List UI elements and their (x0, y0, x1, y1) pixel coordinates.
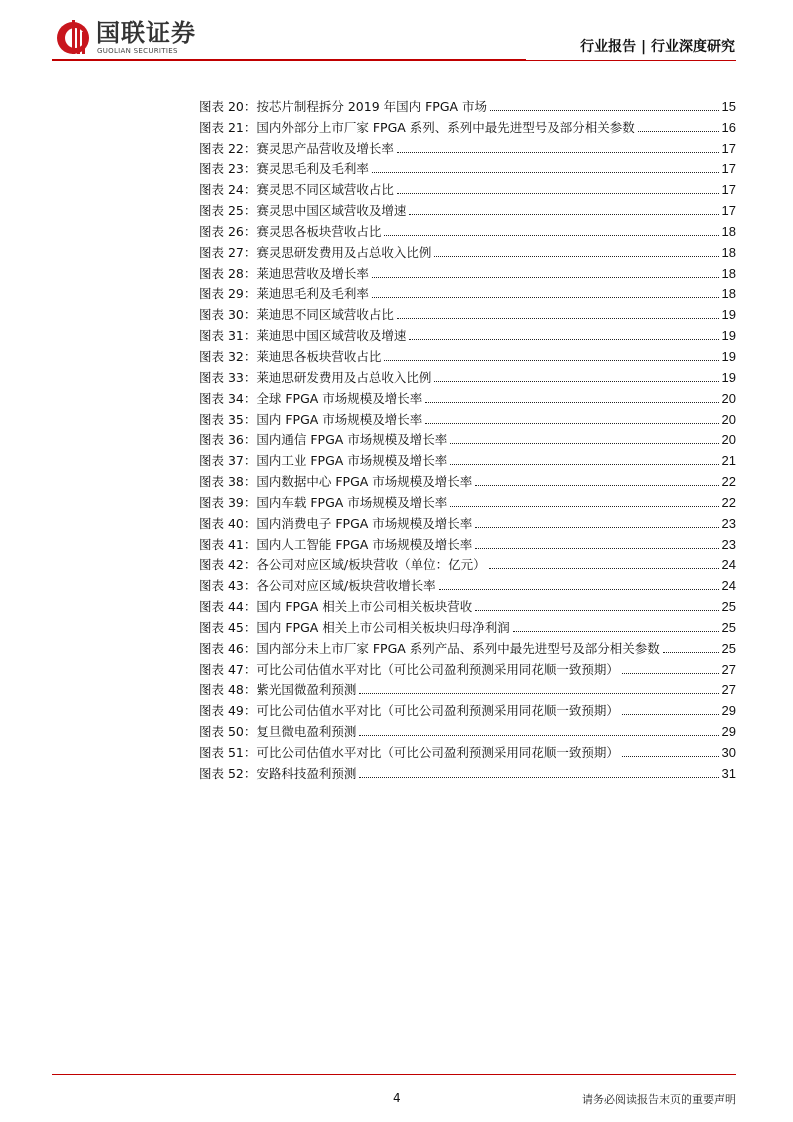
toc-entry-page: 27 (721, 682, 736, 698)
toc-entry-page: 25 (721, 619, 736, 635)
toc-leader-dots (450, 464, 718, 465)
toc-entry-page: 16 (721, 119, 736, 135)
page-number: 4 (393, 1091, 401, 1105)
toc-leader-dots (397, 152, 719, 153)
toc-entry-page: 25 (721, 640, 736, 656)
toc-entry[interactable] (199, 262, 736, 283)
toc-entry-page: 15 (721, 98, 736, 114)
toc-entry-label: 图表 35：国内 FPGA 市场规模及增长率 (199, 411, 423, 427)
toc-entry-page: 20 (721, 411, 736, 427)
toc-entry-label: 图表 32：莱迪思各板块营收占比 (199, 348, 382, 364)
toc-entry[interactable] (199, 554, 736, 575)
toc-leader-dots (425, 423, 718, 424)
toc-leader-dots (372, 172, 719, 173)
toc-entry-page: 20 (721, 390, 736, 406)
toc-entry-page: 24 (721, 557, 736, 573)
toc-entry-page: 22 (721, 474, 736, 490)
toc-entry[interactable] (199, 574, 736, 595)
header-divider-thin (526, 60, 736, 61)
toc-entry-page: 30 (721, 745, 736, 760)
toc-entry-label: 图表 47：可比公司估值水平对比（可比公司盈利预测采用同花顺一致预期） (199, 661, 619, 677)
toc-leader-dots (622, 673, 719, 674)
toc-entry-label: 图表 34：全球 FPGA 市场规模及增长率 (199, 390, 423, 406)
toc-entry-page: 18 (721, 286, 736, 302)
toc-entry-page: 29 (721, 724, 736, 740)
toc-entry-page: 21 (721, 453, 736, 469)
toc-entry-page: 18 (721, 244, 736, 260)
toc-entry-label: 图表 28：莱迪思营收及增长率 (199, 265, 369, 281)
toc-leader-dots (489, 568, 719, 569)
logo-mark-icon (56, 16, 90, 58)
toc-entry-label: 图表 26：赛灵思各板块营收占比 (199, 223, 382, 239)
toc-entry[interactable] (199, 137, 736, 158)
toc-leader-dots (397, 193, 719, 194)
toc-entry[interactable] (199, 720, 736, 741)
toc-leader-dots (450, 506, 718, 507)
toc-entry-label: 图表 33：莱迪思研发费用及占总收入比例 (199, 369, 432, 385)
toc-entry-page: 18 (721, 265, 736, 281)
toc-entry-label: 图表 46：国内部分未上市厂家 FPGA 系列产品、系列中最先进型号及部分相关参数 (199, 640, 660, 656)
toc-entry-label: 图表 36：国内通信 FPGA 市场规模及增长率 (199, 432, 448, 448)
toc-leader-dots (475, 548, 718, 549)
toc-entry-label: 图表 44：国内 FPGA 相关上市公司相关板块营收 (199, 599, 473, 615)
toc-entry-label: 图表 27：赛灵思研发费用及占总收入比例 (199, 244, 432, 260)
toc-entry-label: 图表 37：国内工业 FPGA 市场规模及增长率 (199, 453, 448, 469)
toc-entry-label: 图表 23：赛灵思毛利及毛利率 (199, 161, 369, 177)
toc-leader-dots (622, 756, 719, 757)
toc-entry[interactable] (199, 220, 736, 241)
toc-entry-page: 19 (721, 307, 736, 323)
toc-entry-page: 17 (721, 161, 736, 177)
toc-entry-page: 24 (721, 578, 736, 594)
toc-entry[interactable] (199, 366, 736, 387)
toc-leader-dots (359, 693, 718, 694)
toc-entry[interactable] (199, 595, 736, 616)
toc-entry[interactable] (199, 95, 736, 116)
toc-leader-dots (384, 235, 718, 236)
toc-entry[interactable] (199, 283, 736, 304)
toc-entry[interactable] (199, 512, 736, 533)
toc-leader-dots (439, 589, 719, 590)
toc-leader-dots (434, 256, 718, 257)
toc-entry[interactable] (199, 449, 736, 470)
toc-entry[interactable] (199, 345, 736, 366)
toc-entry[interactable] (199, 470, 736, 491)
toc-entry-page: 17 (721, 203, 736, 219)
toc-entry-label: 图表 21：国内外部分上市厂家 FPGA 系列、系列中最先进型号及部分相关参数 (199, 119, 635, 135)
toc-leader-dots (434, 381, 718, 382)
toc-entry[interactable] (199, 429, 736, 450)
toc-entry[interactable] (199, 241, 736, 262)
toc-entry-label: 图表 39：国内车载 FPGA 市场规模及增长率 (199, 494, 448, 510)
toc-leader-dots (384, 360, 718, 361)
toc-entry-label: 图表 50：复旦微电盈利预测 (199, 724, 357, 740)
toc-entry-page: 27 (721, 661, 736, 677)
toc-leader-dots (475, 485, 718, 486)
toc-entry-page: 17 (721, 182, 736, 198)
toc-entry[interactable] (199, 303, 736, 324)
toc-entry-label: 图表 49：可比公司估值水平对比（可比公司盈利预测采用同花顺一致预期） (199, 703, 619, 719)
toc-entry[interactable] (199, 158, 736, 179)
toc-entry[interactable] (199, 199, 736, 220)
toc-entry-label: 图表 30：莱迪思不同区域营收占比 (199, 307, 394, 323)
toc-leader-dots (359, 777, 718, 778)
footer-divider (52, 1074, 736, 1075)
toc-entry-label: 图表 31：莱迪思中国区域营收及增速 (199, 328, 407, 344)
toc-leader-dots (397, 318, 719, 319)
toc-leader-dots (450, 443, 718, 444)
toc-leader-dots (359, 735, 718, 736)
toc-leader-dots (475, 610, 718, 611)
toc-entry-label: 图表 42：各公司对应区域/板块营收（单位：亿元） (199, 557, 486, 573)
footer-disclaimer: 请务必阅读报告末页的重要声明 (582, 1093, 736, 1106)
toc-entry-label: 图表 40：国内消费电子 FPGA 市场规模及增长率 (199, 515, 473, 531)
toc-leader-dots (490, 110, 718, 111)
toc-leader-dots (409, 339, 718, 340)
table-of-figures (199, 95, 736, 783)
toc-entry-label: 图表 20：按芯片制程拆分 2019 年国内 FPGA 市场 (199, 98, 488, 114)
toc-entry-page: 17 (721, 140, 736, 156)
toc-entry-page: 19 (721, 369, 736, 385)
toc-leader-dots (475, 527, 718, 528)
toc-entry-label: 图表 24：赛灵思不同区域营收占比 (199, 182, 394, 198)
toc-entry[interactable] (199, 116, 736, 137)
toc-entry[interactable] (199, 699, 736, 720)
toc-leader-dots (663, 652, 719, 653)
report-type: 行业报告 | 行业深度研究 (580, 39, 735, 55)
toc-entry-label: 图表 45：国内 FPGA 相关上市公司相关板块归母净利润 (199, 619, 510, 635)
header-divider (52, 59, 526, 61)
toc-entry-page: 20 (721, 432, 736, 448)
toc-entry-label: 图表 48：紫光国微盈利预测 (199, 682, 357, 698)
toc-entry-label: 图表 38：国内数据中心 FPGA 市场规模及增长率 (199, 474, 473, 490)
toc-entry-page: 23 (721, 515, 736, 531)
toc-entry[interactable] (199, 616, 736, 637)
toc-entry[interactable] (199, 324, 736, 345)
toc-entry-page: 31 (721, 765, 736, 781)
toc-entry[interactable] (199, 408, 736, 429)
toc-entry-page: 18 (721, 223, 736, 239)
toc-leader-dots (372, 297, 719, 298)
logo-text-en: GUOLIAN SECURITIES (97, 47, 178, 55)
toc-entry-page: 22 (721, 494, 736, 510)
toc-leader-dots (425, 402, 718, 403)
toc-entry-label: 图表 52：安路科技盈利预测 (199, 765, 357, 781)
toc-entry[interactable] (199, 741, 736, 762)
toc-entry-page: 25 (721, 599, 736, 615)
logo-text-cn: 国联证券 (96, 19, 196, 47)
toc-leader-dots (638, 131, 719, 132)
toc-entry-label: 图表 22：赛灵思产品营收及增长率 (199, 140, 394, 156)
toc-leader-dots (409, 214, 718, 215)
toc-leader-dots (622, 714, 719, 715)
toc-entry[interactable] (199, 762, 736, 783)
toc-leader-dots (513, 631, 719, 632)
toc-entry-label: 图表 25：赛灵思中国区域营收及增速 (199, 203, 407, 219)
toc-entry[interactable] (199, 178, 736, 199)
toc-entry[interactable] (199, 637, 736, 658)
toc-entry-label: 图表 41：国内人工智能 FPGA 市场规模及增长率 (199, 536, 473, 552)
toc-entry[interactable] (199, 387, 736, 408)
company-logo (56, 16, 216, 58)
toc-entry-page: 23 (721, 536, 736, 552)
toc-entry[interactable] (199, 658, 736, 679)
toc-entry-page: 19 (721, 328, 736, 344)
toc-entry-label: 图表 51：可比公司估值水平对比（可比公司盈利预测采用同花顺一致预期） (199, 745, 619, 760)
toc-entry[interactable] (199, 491, 736, 512)
toc-entry[interactable] (199, 533, 736, 554)
toc-entry-page: 19 (721, 348, 736, 364)
toc-leader-dots (372, 277, 719, 278)
toc-entry-page: 29 (721, 703, 736, 719)
toc-entry-label: 图表 43：各公司对应区域/板块营收增长率 (199, 578, 436, 594)
toc-entry[interactable] (199, 679, 736, 700)
toc-entry-label: 图表 29：莱迪思毛利及毛利率 (199, 286, 369, 302)
